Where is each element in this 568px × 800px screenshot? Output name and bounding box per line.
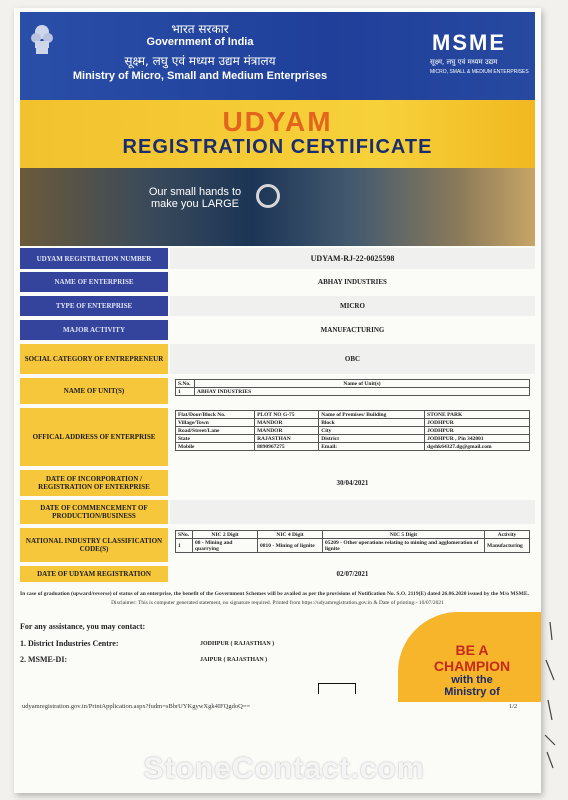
handwritten-note-icon <box>540 620 560 770</box>
nic-label: NATIONAL INDUSTRY CLASSIFICATION CODE(S) <box>20 528 168 562</box>
dic-value: JODHPUR ( RAJASTHAN ) <box>200 641 275 647</box>
nic-th: NIC 4 Digit <box>258 531 323 539</box>
nic-table <box>175 530 530 553</box>
address-table <box>175 410 530 451</box>
address-cell: 8890967275 <box>255 443 319 451</box>
social-label: SOCIAL CATEGORY OF ENTREPRENEUR <box>20 344 168 374</box>
udyam-date-label: DATE OF UDYAM REGISTRATION <box>20 566 168 582</box>
unit-th-name: Name of Unit(s) <box>195 380 530 388</box>
row-reg-number <box>20 248 535 269</box>
address-cell: District <box>319 435 425 443</box>
address-cell: MANDOR <box>255 427 319 435</box>
type-value: MICRO <box>170 296 535 316</box>
msme-di-label: 2. MSME-DI: <box>20 655 68 664</box>
address-cell: Block <box>319 419 425 427</box>
nic-table-wrap <box>175 530 530 553</box>
unit-table <box>175 379 530 396</box>
row-enterprise-name <box>20 272 535 292</box>
address-cell: Name of Premises/ Building <box>319 411 425 419</box>
row-unit <box>20 378 535 404</box>
nic-cell: 08 - Mining and quarrying <box>193 539 258 553</box>
unit-th-sno: S.No. <box>176 380 195 388</box>
row-commencement <box>20 500 535 524</box>
type-label: TYPE OF ENTERPRISE <box>20 296 168 316</box>
row-social <box>20 344 535 374</box>
unit-table-wrap <box>175 379 530 396</box>
header-banner <box>20 12 535 100</box>
row-type <box>20 296 535 316</box>
watermark: StoneContact.com <box>143 752 425 785</box>
address-cell: JODHPUR <box>425 427 530 435</box>
row-incorporation <box>20 470 535 496</box>
contact-section <box>20 622 275 664</box>
unit-label: NAME OF UNIT(S) <box>20 378 168 404</box>
address-cell: Village/Town <box>176 419 255 427</box>
address-row <box>176 411 530 419</box>
address-cell: PLOT NO G-75 <box>255 411 319 419</box>
msme-di-value: JAIPUR ( RAJASTHAN ) <box>200 657 268 663</box>
enterprise-name-value: ABHAY INDUSTRIES <box>318 278 387 286</box>
tagline: Our small hands to make you LARGE <box>148 186 242 210</box>
address-cell: JODHPUR , Pin 342001 <box>425 435 530 443</box>
champion-line4: Ministry of <box>444 686 500 698</box>
page-number: 1/2 <box>509 703 518 710</box>
address-cell: State <box>176 435 255 443</box>
msme-logo-hindi: सूक्ष्म, लघु एवं मध्यम उद्यम <box>430 58 498 66</box>
udyam-title: UDYAM <box>222 106 333 137</box>
nic-th: SNo. <box>176 531 193 539</box>
address-cell: Email: <box>319 443 425 451</box>
footer-url: udyamregistration.gov.in/PrintApplication.aspx?fudm=sBbrUYKgywXgk4IFQgdoQ== <box>22 703 251 710</box>
reg-number-value: UDYAM-RJ-22-0025598 <box>170 248 535 269</box>
notes <box>20 591 535 606</box>
incorporation-value: 30/04/2021 <box>336 479 369 487</box>
address-row <box>176 443 530 451</box>
msme-logo: MSME <box>432 30 506 55</box>
champion-line1: BE A <box>455 642 489 658</box>
photo-banner <box>20 168 535 246</box>
gear-icon <box>256 184 280 208</box>
certificate-page <box>14 8 541 793</box>
row-address <box>20 408 535 466</box>
champion-line3: with the <box>451 674 493 686</box>
reg-number-label: UDYAM REGISTRATION NUMBER <box>20 248 168 269</box>
nic-cell: Manufacturing <box>485 539 530 553</box>
contact-heading: For any assistance, you may contact: <box>20 622 146 631</box>
row-activity <box>20 320 535 340</box>
incorporation-label: DATE OF INCORPORATION / REGISTRATION OF ENTERPRISE <box>20 470 168 496</box>
address-cell: Road/Street/Lane <box>176 427 255 435</box>
gov-hindi: भारत सरकार <box>171 22 229 36</box>
msme-logo-sub: MICRO, SMALL & MEDIUM ENTERPRISES <box>430 69 529 75</box>
nic-cell: 0810 - Mining of lignite <box>258 539 323 553</box>
activity-label: MAJOR ACTIVITY <box>20 320 168 340</box>
nic-th: NIC 5 Digit <box>323 531 485 539</box>
bracket-mark <box>318 683 356 694</box>
social-value: OBC <box>170 344 535 374</box>
commencement-value <box>170 500 535 524</box>
commencement-label: DATE OF COMMENCEMENT OF PRODUCTION/BUSINESS <box>20 500 168 524</box>
ministry-hindi: सूक्ष्म, लघु एवं मध्यम उद्यम मंत्रालय <box>124 54 276 68</box>
graduation-note: In case of graduation (upward/reverse) of status of an enterprise, the benefit of the Government Schemes will be availed as per the provisions of Notification No. S.O. 2119(E) dated 26.06.2020 issued by the M/o MSME. <box>20 591 529 597</box>
row-nic <box>20 528 535 562</box>
champion-line2: CHAMPION <box>433 658 511 674</box>
address-cell: City <box>319 427 425 435</box>
unit-name: ABHAY INDUSTRIES <box>195 388 530 396</box>
address-cell: MANDOR <box>255 419 319 427</box>
address-cell: JODHPUR <box>425 419 530 427</box>
dic-label: 1. District Industries Centre: <box>20 639 119 648</box>
address-row <box>176 427 530 435</box>
activity-value: MANUFACTURING <box>320 326 385 334</box>
ministry-en: Ministry of Micro, Small and Medium Enterprises <box>72 70 328 82</box>
nic-th: Activity <box>485 531 530 539</box>
address-label: OFFICAL ADDRESS OF ENTERPRISE <box>20 408 168 466</box>
udyam-date-value: 02/07/2021 <box>336 570 369 578</box>
nic-cell: 05209 - Other operations relating to mining and agglomeration of lignite <box>323 539 485 553</box>
address-cell: dgshk64327.dg@gmail.com <box>425 443 530 451</box>
address-table-wrap <box>175 410 530 451</box>
champion-badge <box>398 612 541 702</box>
address-cell: STONE PARK <box>425 411 530 419</box>
title-banner <box>20 100 535 168</box>
address-row <box>176 419 530 427</box>
unit-sno: 1 <box>176 388 195 396</box>
address-cell: Flat/Door/Block No. <box>176 411 255 419</box>
certificate-title: REGISTRATION CERTIFICATE <box>122 136 433 158</box>
address-cell: Mobile <box>176 443 255 451</box>
nic-th: NIC 2 Digit <box>193 531 258 539</box>
enterprise-name-label: NAME OF ENTERPRISE <box>20 272 168 292</box>
nic-cell: 1 <box>176 539 193 553</box>
address-row <box>176 435 530 443</box>
row-udyam-date <box>20 566 535 582</box>
gov-en: Government of India <box>146 36 254 48</box>
address-cell: RAJASTHAN <box>255 435 319 443</box>
disclaimer: Disclaimer: This is computer generated statement, no signature required. Printed from https://udyamregistration.gov.in & Date of printing:- 10/07/2021 <box>111 600 444 606</box>
